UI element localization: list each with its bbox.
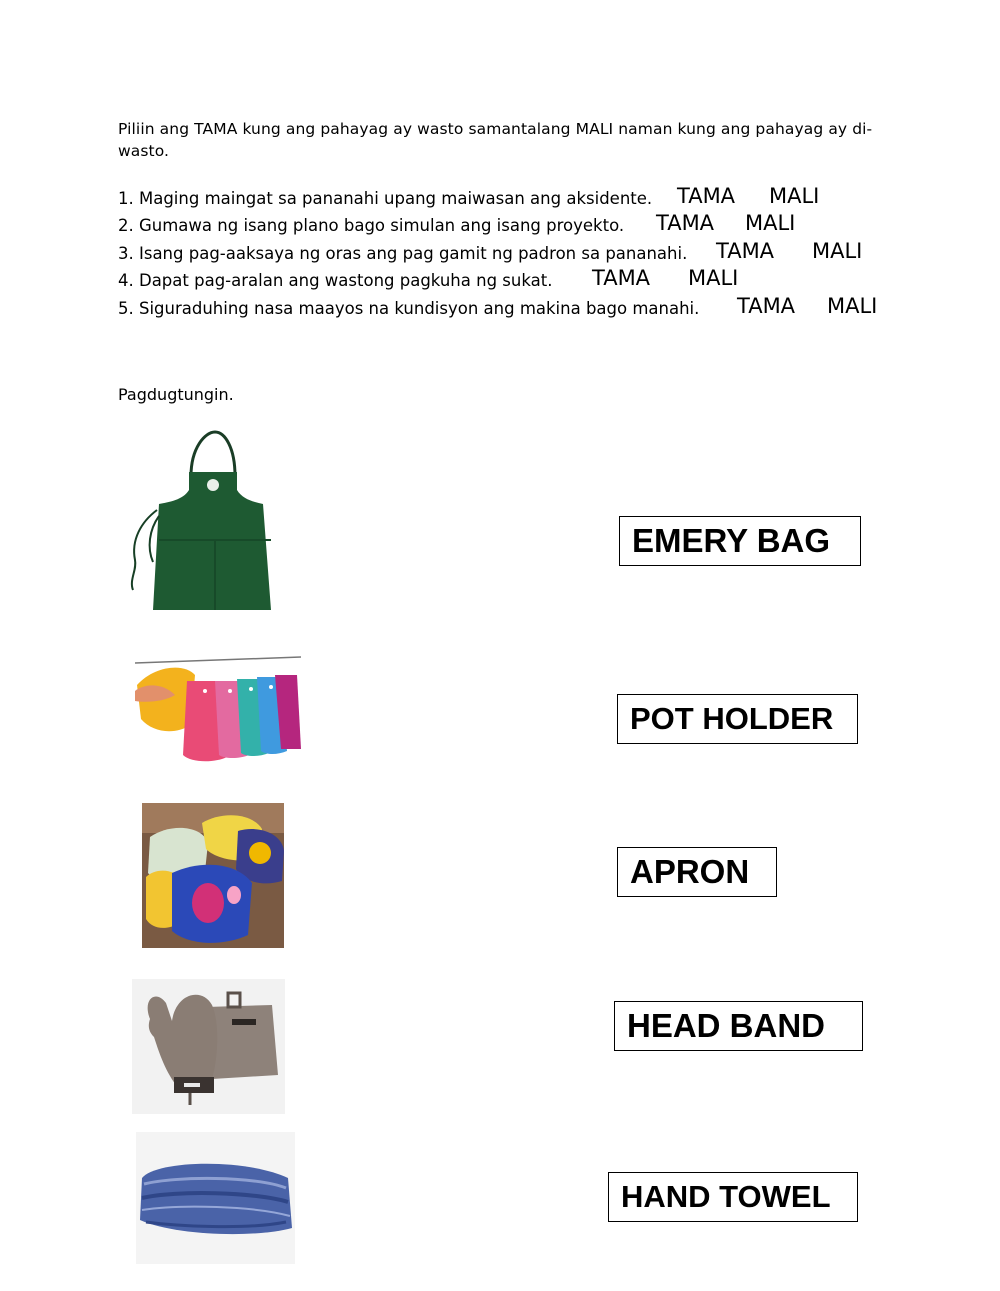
statement-text: 1. Maging maingat sa pananahi upang maiwasan ang aksidente. — [118, 189, 653, 208]
statement-text: 2. Gumawa ng isang plano bago simulan ang isang proyekto. — [118, 216, 625, 235]
statement-text: 5. Siguraduhing nasa maayos na kundisyon ang makina bago manahi. — [118, 299, 700, 318]
label-hand-towel[interactable]: HAND TOWEL — [608, 1172, 858, 1222]
tama-option[interactable]: TAMA — [716, 239, 775, 263]
mali-option[interactable]: MALI — [812, 239, 863, 263]
statement-text: 4. Dapat pag-aralan ang wastong pagkuha ng sukat. — [118, 271, 553, 290]
mali-option[interactable]: MALI — [688, 266, 739, 290]
mali-option[interactable]: MALI — [745, 211, 796, 235]
label-apron[interactable]: APRON — [617, 847, 777, 897]
emery-bag-image[interactable] — [142, 803, 284, 948]
tama-option[interactable]: TAMA — [592, 266, 651, 290]
matching-instructions: Pagdugtungin. — [118, 385, 234, 404]
statement-text: 3. Isang pag-aaksaya ng oras ang pag gamit ng padron sa pananahi. — [118, 244, 688, 263]
pot-holder-image[interactable] — [132, 979, 285, 1114]
apron-image[interactable] — [123, 430, 283, 612]
true-false-instructions: Piliin ang TAMA kung ang pahayag ay wasto samantalang MALI naman kung ang pahayag ay di-wasto. — [118, 120, 873, 160]
label-emery-bag[interactable]: EMERY BAG — [619, 516, 861, 566]
tama-option[interactable]: TAMA — [656, 211, 715, 235]
label-head-band[interactable]: HEAD BAND — [614, 1001, 863, 1051]
tama-option[interactable]: TAMA — [737, 294, 796, 318]
mali-option[interactable]: MALI — [769, 184, 820, 208]
label-pot-holder[interactable]: POT HOLDER — [617, 694, 858, 744]
head-band-image[interactable] — [136, 1132, 295, 1264]
hand-towel-image[interactable] — [135, 645, 301, 772]
mali-option[interactable]: MALI — [827, 294, 878, 318]
tama-option[interactable]: TAMA — [677, 184, 736, 208]
